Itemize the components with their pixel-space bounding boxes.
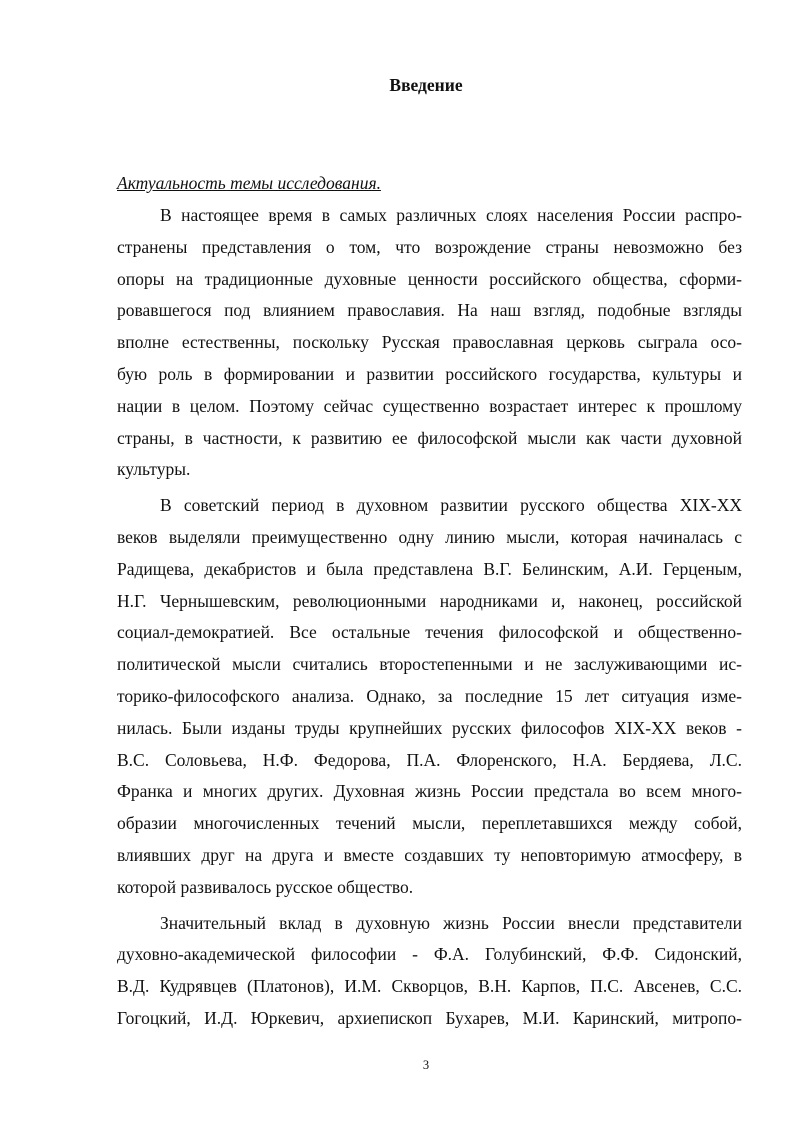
paragraph-line: В советский период в духовном развитии русского общества XIX-XX [160, 495, 742, 516]
page-number: 3 [422, 1058, 430, 1072]
paragraph-line: Радищева, декабристов и была представлена В.Г. Белинским, А.И. Герценым, [117, 558, 742, 579]
paragraph-line: торико-философского анализа. Однако, за последние 15 лет ситуация изме- [117, 685, 742, 706]
paragraph [117, 908, 742, 1035]
paragraph-line: политической мысли считались второстепенными и не заслуживающими ис- [117, 654, 742, 675]
paragraph-line: духовно-академической философии - Ф.А. Голубинский, Ф.Ф. Сидонский, [117, 944, 742, 965]
paragraph-line: опоры на традиционные духовные ценности российского общества, сформи- [117, 268, 742, 289]
paragraph-line: Франка и многих других. Духовная жизнь России предстала во всем много- [117, 781, 742, 802]
paragraph [117, 490, 742, 903]
paragraph-line: страны, в частности, к развитию ее философской мысли как части духовной [117, 427, 742, 448]
paragraph-line: Гогоцкий, И.Д. Юркевич, архиепископ Бухарев, М.И. Каринский, митропо- [117, 1007, 742, 1028]
paragraph-line: ровавшегося под влиянием православия. На наш взгляд, подобные взгляды [117, 300, 742, 321]
paragraph-line: В настоящее время в самых различных слоях населения России распро- [160, 205, 742, 225]
paragraph-line: нации в целом. Поэтому сейчас существенно возрастает интерес к прошлому [117, 395, 742, 416]
paragraph-line: социал-демократией. Все остальные течения философской и общественно- [117, 622, 742, 643]
paragraph-line: веков выделяли преимущественно одну линию мысли, которая начиналась с [117, 526, 742, 547]
paragraph [117, 200, 742, 486]
paragraph-line: которой развивалось русское общество. [117, 876, 414, 897]
paragraph-line: Н.Г. Чернышевским, революционными народниками и, наконец, российской [117, 590, 742, 611]
paragraph-line: образии многочисленных течений мысли, переплетавшихся между собой, [117, 813, 742, 834]
paragraph-line: В.Д. Кудрявцев (Платонов), И.М. Скворцов, В.Н. Карпов, П.С. Авсенев, С.С. [117, 976, 742, 997]
paragraph-line: культуры. [117, 459, 191, 480]
paragraph-line: бую роль в формировании и развитии российского государства, культуры и [117, 363, 742, 384]
page-title: Введение [389, 75, 463, 95]
paragraph-line: вполне естественны, поскольку Русская православная церковь сыграла осо- [117, 332, 742, 353]
body-text [117, 200, 742, 1035]
paragraph-line: В.С. Соловьева, Н.Ф. Федорова, П.А. Флоренского, Н.А. Бердяева, Л.С. [117, 749, 742, 770]
paragraph-line: нилась. Были изданы труды крупнейших русских философов XIX-XX веков - [117, 717, 742, 738]
paragraph-line: странены представления о том, что возрождение страны невозможно без [117, 236, 742, 257]
paragraph-line: Значительный вклад в духовную жизнь России внесли представители [160, 912, 742, 933]
section-heading: Актуальность темы исследования. [117, 173, 381, 193]
paragraph-line: влиявших друг на друга и вместе создавших ту неповторимую атмосферу, в [117, 844, 742, 865]
